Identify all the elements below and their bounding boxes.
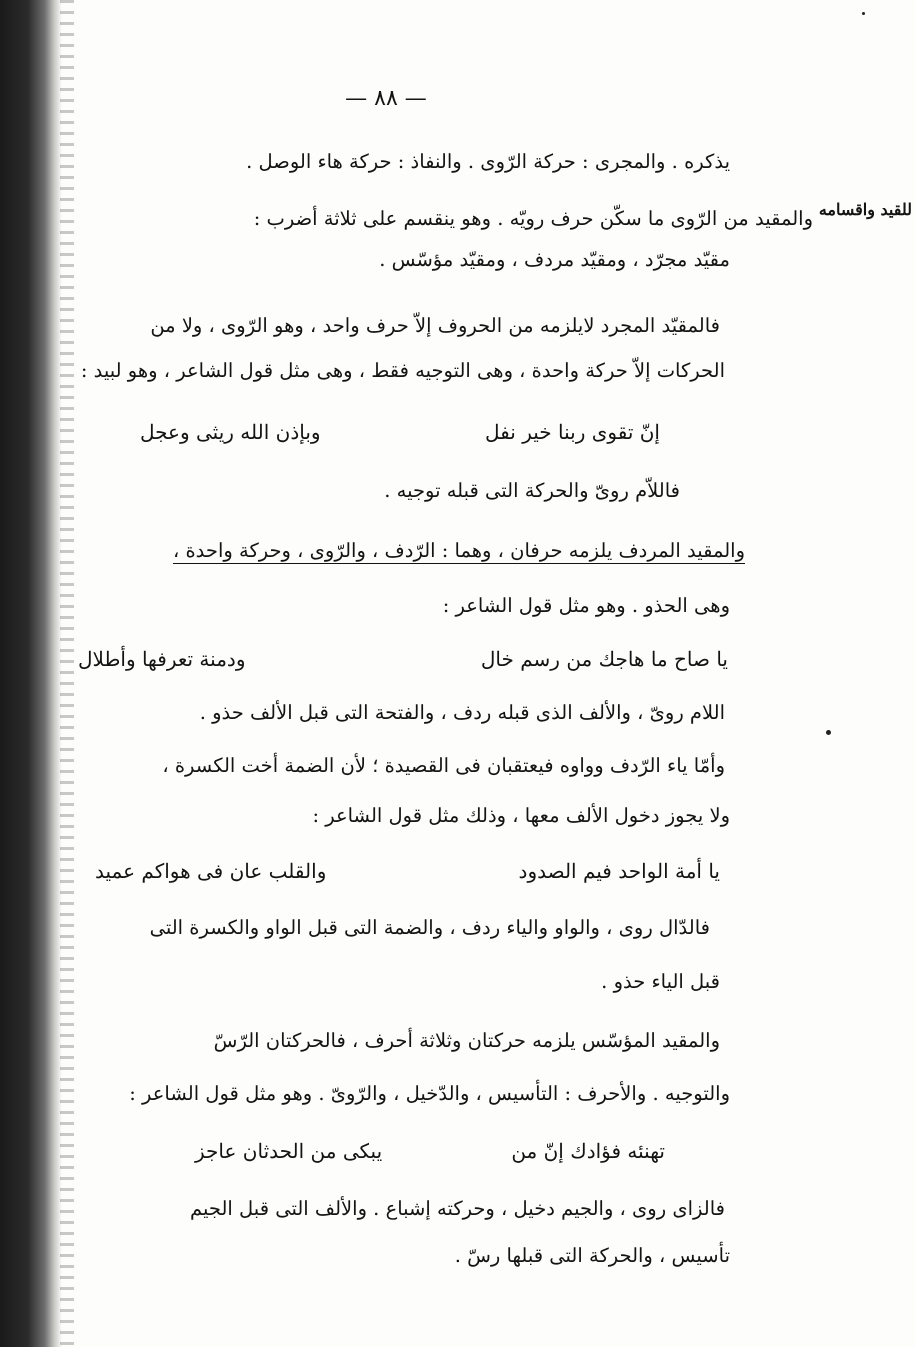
text-line: فاللاّم روىّ والحركة التى قبله توجيه . xyxy=(384,479,680,502)
ink-speck xyxy=(862,12,865,15)
text-line: فالدّال روى ، والواو والياء ردف ، والضمة التى قبل الواو والكسرة التى xyxy=(149,916,710,939)
text-line: فالمقيّد المجرد لايلزمه من الحروف إلاّ حرف واحد ، وهو الرّوى ، ولا من xyxy=(150,314,720,337)
verse-line xyxy=(78,643,728,677)
verse-line xyxy=(140,416,660,450)
verse-hemistich-first: يا أمة الواحد فيم الصدود xyxy=(518,859,720,883)
text-line: والمقيد من الرّوى ما سكّن حرف رويّه . وهو ينقسم على ثلاثة أضرب : xyxy=(253,207,813,230)
verse-line xyxy=(195,1135,665,1169)
text-line: الحركات إلاّ حركة واحدة ، وهى التوجيه فقط ، وهى مثل قول الشاعر ، وهو لبيد : xyxy=(80,359,725,382)
text-line: اللام روىّ ، والألف الذى قبله ردف ، والفتحة التى قبل الألف حذو . xyxy=(199,701,725,724)
text-line: ولا يجوز دخول الألف معها ، وذلك مثل قول الشاعر : xyxy=(312,804,730,827)
text-line: والتوجيه . والأحرف : التأسيس ، والدّخيل ، والرّوىّ . وهو مثل قول الشاعر : xyxy=(129,1082,730,1105)
text-line: والمقيد المؤسّس يلزمه حركتان وثلاثة أحرف ، فالحركتان الرّسّ xyxy=(213,1029,720,1052)
gutter-speckle xyxy=(60,0,74,1347)
text-line: قبل الياء حذو . xyxy=(601,970,720,993)
ink-speck xyxy=(826,730,831,735)
page-number: — ٨٨ — xyxy=(345,86,427,111)
verse-hemistich-first: إنّ تقوى ربنا خير نفل xyxy=(485,420,660,444)
verse-hemistich-first: تهنئه فؤادك إنّ من xyxy=(511,1139,665,1163)
text-line: فالزاى روى ، والجيم دخيل ، وحركته إشباع . والألف التى قبل الجيم xyxy=(190,1197,725,1220)
verse-line xyxy=(95,855,720,889)
text-line: وهى الحذو . وهو مثل قول الشاعر : xyxy=(442,594,730,617)
margin-note: للقيد واقسامه xyxy=(818,200,912,219)
text-line: والمقيد المردف يلزمه حرفان ، وهما : الرّدف ، والرّوى ، وحركة واحدة ، xyxy=(172,539,745,562)
verse-hemistich-second: ودمنة تعرفها وأطلال xyxy=(78,647,246,671)
verse-hemistich-first: يا صاح ما هاجك من رسم خال xyxy=(480,647,728,671)
verse-hemistich-second: والقلب عان فى هواكم عميد xyxy=(95,859,327,883)
book-spine-shadow xyxy=(0,0,62,1347)
text-line: يذكره . والمجرى : حركة الرّوى . والنفاذ : حركة هاء الوصل . xyxy=(246,150,730,173)
text-line: وأمّا ياء الرّدف وواوه فيعتقبان فى القصيدة ؛ لأن الضمة أخت الكسرة ، xyxy=(162,754,725,777)
text-line: تأسيس ، والحركة التى قبلها رسّ . xyxy=(454,1244,730,1267)
verse-hemistich-second: وبإذن الله ريثى وعجل xyxy=(140,420,321,444)
verse-hemistich-second: يبكى من الحدثان عاجز xyxy=(195,1139,383,1163)
text-line: مقيّد مجرّد ، ومقيّد مردف ، ومقيّد مؤسّس . xyxy=(379,248,730,271)
